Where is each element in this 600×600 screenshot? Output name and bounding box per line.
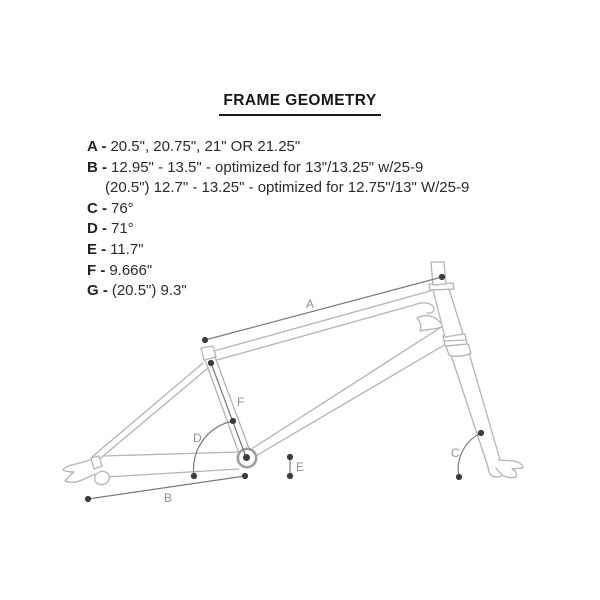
spec-key: C - bbox=[87, 199, 107, 217]
dim-dot-c1 bbox=[478, 430, 484, 436]
dim-dot-e1 bbox=[287, 454, 293, 460]
dim-dot-b1 bbox=[85, 496, 91, 502]
fork-leg-right-edge bbox=[469, 353, 501, 463]
down-tube-bottom-edge bbox=[249, 344, 446, 460]
page-title: FRAME GEOMETRY bbox=[219, 92, 380, 116]
dim-dot-d2 bbox=[191, 473, 197, 479]
spec-key: G - bbox=[87, 282, 108, 300]
dimension-line-f bbox=[211, 363, 246, 457]
spec-value: (20.5") 12.7" - 13.25" - optimized for 12.75"/13" W/25-9 bbox=[105, 179, 470, 197]
spec-value: 12.95" - 13.5" - optimized for 13"/13.25" w/25-9 bbox=[111, 158, 424, 176]
top-tube-top-edge bbox=[214, 286, 436, 351]
dim-dot-a1 bbox=[202, 337, 208, 343]
seat-stay-top-edge bbox=[92, 363, 203, 457]
chain-stay-bottom-edge bbox=[106, 469, 239, 477]
diagram-label-c: C bbox=[451, 446, 460, 460]
dim-dot-f1 bbox=[208, 360, 214, 366]
rear-axle-cap bbox=[93, 470, 111, 487]
seat-stay-bottom-edge bbox=[96, 368, 208, 462]
fork-dropout-claw bbox=[496, 460, 523, 478]
spec-key: E - bbox=[87, 240, 107, 258]
steerer-tube bbox=[431, 262, 446, 285]
dim-dot-c2 bbox=[456, 474, 462, 480]
spec-key: D - bbox=[87, 220, 107, 238]
down-tube-top-edge bbox=[253, 326, 443, 448]
rear-dropout-claw bbox=[63, 460, 95, 482]
dim-dot-e2 bbox=[287, 473, 293, 479]
dim-dot-a2 bbox=[439, 274, 445, 280]
spec-value: (20.5") 9.3" bbox=[111, 282, 187, 300]
spec-key: F - bbox=[87, 261, 106, 279]
seat-clamp bbox=[201, 346, 216, 360]
diagram-label-f: F bbox=[237, 395, 245, 409]
diagram-label-e: E bbox=[296, 460, 305, 474]
dim-dot-b2 bbox=[242, 473, 248, 479]
angle-arc-c bbox=[458, 433, 481, 477]
spec-value: 11.7" bbox=[110, 240, 144, 258]
diagram-label-b: B bbox=[164, 491, 173, 505]
spec-value: 9.666" bbox=[109, 261, 153, 279]
spec-value: 20.5", 20.75", 21" OR 21.25" bbox=[110, 138, 301, 155]
dim-dot-d1 bbox=[230, 418, 236, 424]
seat-tube-left-edge bbox=[205, 360, 240, 456]
spec-key: A - bbox=[87, 138, 107, 155]
chain-stay-top-edge bbox=[104, 452, 238, 456]
spec-value: 71° bbox=[111, 220, 134, 238]
dim-dot-bb-center bbox=[243, 454, 250, 461]
diagram-label-d: D bbox=[193, 431, 202, 445]
top-tube-bottom-edge bbox=[217, 303, 434, 360]
angle-arc-d bbox=[194, 421, 233, 476]
spec-value: 76° bbox=[111, 199, 134, 217]
spec-key: B - bbox=[87, 158, 107, 176]
diagram-label-a: A bbox=[306, 297, 315, 311]
